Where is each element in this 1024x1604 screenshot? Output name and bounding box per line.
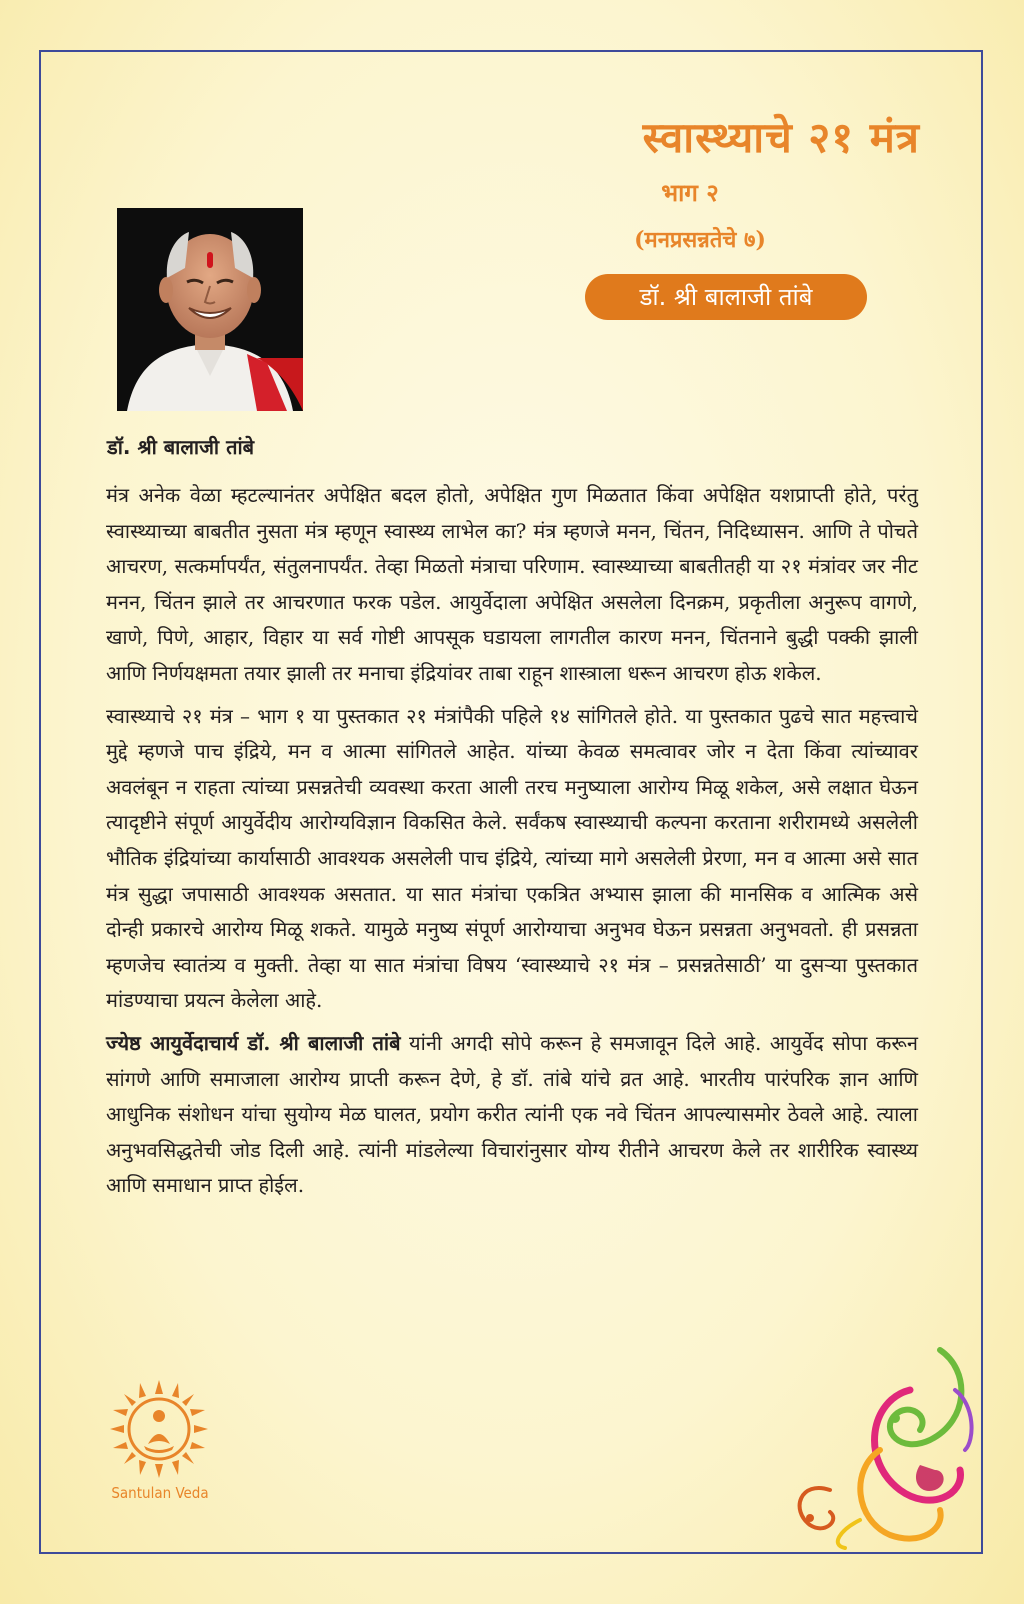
paragraph: स्वास्थ्याचे २१ मंत्र – भाग १ या पुस्तकात २१ मंत्रांपैकी पहिले १४ सांगितले होते. या पुस्तकात पुढचे सात महत्त्वाचे मुद्दे म्हणजे पाच इंद्रिये, मन व आत्मा सांगितले आहेत. यांच्या केवळ समत्वावर जोर न देता किंवा त्यांच्यावर अवलंबून न राहता त्यांच्या प्रसन्नतेची व्यवस्था करता आली तरच मनुष्याला आरोग्य मिळू शकेल, असे लक्षात घेऊन त्यादृष्टीने संपूर्ण आयुर्वेदीय आरोग्यविज्ञान विकसित केले. सर्वंकष स्वास्थ्याची कल्पना करताना शरीरामध्ये असलेली भौतिक इंद्रियांच्या कार्यासाठी आवश्यक असलेली पाच इंद्रिये, त्यांच्या मागे असलेली प्रेरणा, मन व आत्मा असे सात मंत्र सुद्धा जपासाठी आवश्यक असतात. या सात मंत्रांचा एकत्रित अभ्यास झाला की मानसिक व आत्मिक असे दोन्ही प्रकारचे आरोग्य मिळू शकते. यामुळे मनुष्य संपूर्ण आरोग्याचा अनुभव घेऊन प्रसन्नता अनुभवतो. ही प्रसन्नता म्हणजेच स्वातंत्र्य व मुक्ती. तेव्हा या सात मंत्रांचा विषय ‘स्वास्थ्याचे २१ मंत्र – प्रसन्नतेसाठी’ या दुसऱ्या पुस्तकात मांडण्याचा प्रयत्न केलेला आहे.	[106, 703, 918, 1013]
author-caption: डॉ. श्री बालाजी तांबे	[107, 435, 255, 459]
logo-text: Santulan Veda	[111, 1484, 209, 1502]
page-subtitle: (मनप्रसन्नतेचे ७)	[634, 227, 766, 253]
portrait-illustration	[117, 208, 303, 411]
closing-bold-lead: ज्येष्ठ आयुर्वेदाचार्य डॉ. श्री बालाजी तांबे	[106, 1030, 401, 1055]
santulan-veda-logo-icon	[108, 1378, 210, 1480]
decorative-swirl-icon	[770, 1330, 980, 1550]
page-title: स्वास्थ्याचे २१ मंत्र	[642, 113, 920, 162]
author-badge: डॉ. श्री बालाजी तांबे	[585, 274, 867, 320]
closing-paragraph	[106, 1026, 918, 1204]
author-portrait	[117, 208, 303, 411]
closing-text: यांनी अगदी सोपे करून हे समजावून दिले आहे. आयुर्वेद सोपा करून सांगणे आणि समाजाला आरोग्य प्राप्ती करून देणे, हे डॉ. तांबे यांचे व्रत आहे. भारतीय पारंपरिक ज्ञान आणि आधुनिक संशोधन यांचा सुयोग्य मेळ घालत, प्रयोग करीत त्यांनी एक नवे चिंतन आपल्यासमोर ठेवले आहे. त्याला अनुभवसिद्धतेची जोड दिली आहे. त्यांनी मांडलेल्या विचारांनुसार योग्य रीतीने आचरण केले तर शारीरिक स्वास्थ्य आणि समाधान प्राप्त होईल.	[106, 1030, 918, 1198]
paragraph: मंत्र अनेक वेळा म्हटल्यानंतर अपेक्षित बदल होतो, अपेक्षित गुण मिळतात किंवा अपेक्षित यशप्राप्ती होते, परंतु स्वास्थ्याच्या बाबतीत नुसता मंत्र म्हणून स्वास्थ्य लाभेल का? मंत्र म्हणजे मनन, चिंतन, निदिध्यासन. आणि ते पोचते आचरण, सत्कर्मापर्यंत, संतुलनापर्यंत. तेव्हा मिळतो मंत्राचा परिणाम. स्वास्थ्याच्या बाबतीतही या २१ मंत्रांवर जर नीट मनन, चिंतन झाले तर आचरणात फरक पडेल. आयुर्वेदाला अपेक्षित असलेला दिनक्रम, प्रकृतीला अनुरूप वागणे, खाणे, पिणे, आहार, विहार या सर्व गोष्टी आपसूक घडायला लागतील कारण मनन, चिंतनाने बुद्धी पक्की झाली आणि निर्णयक्षमता तयार झाली तर मनाचा इंद्रियांवर ताबा राहून शास्त्राला धरून आचरण होऊ शकेल.	[106, 483, 918, 685]
article-body	[106, 478, 918, 1211]
part-label: भाग २	[661, 178, 719, 207]
